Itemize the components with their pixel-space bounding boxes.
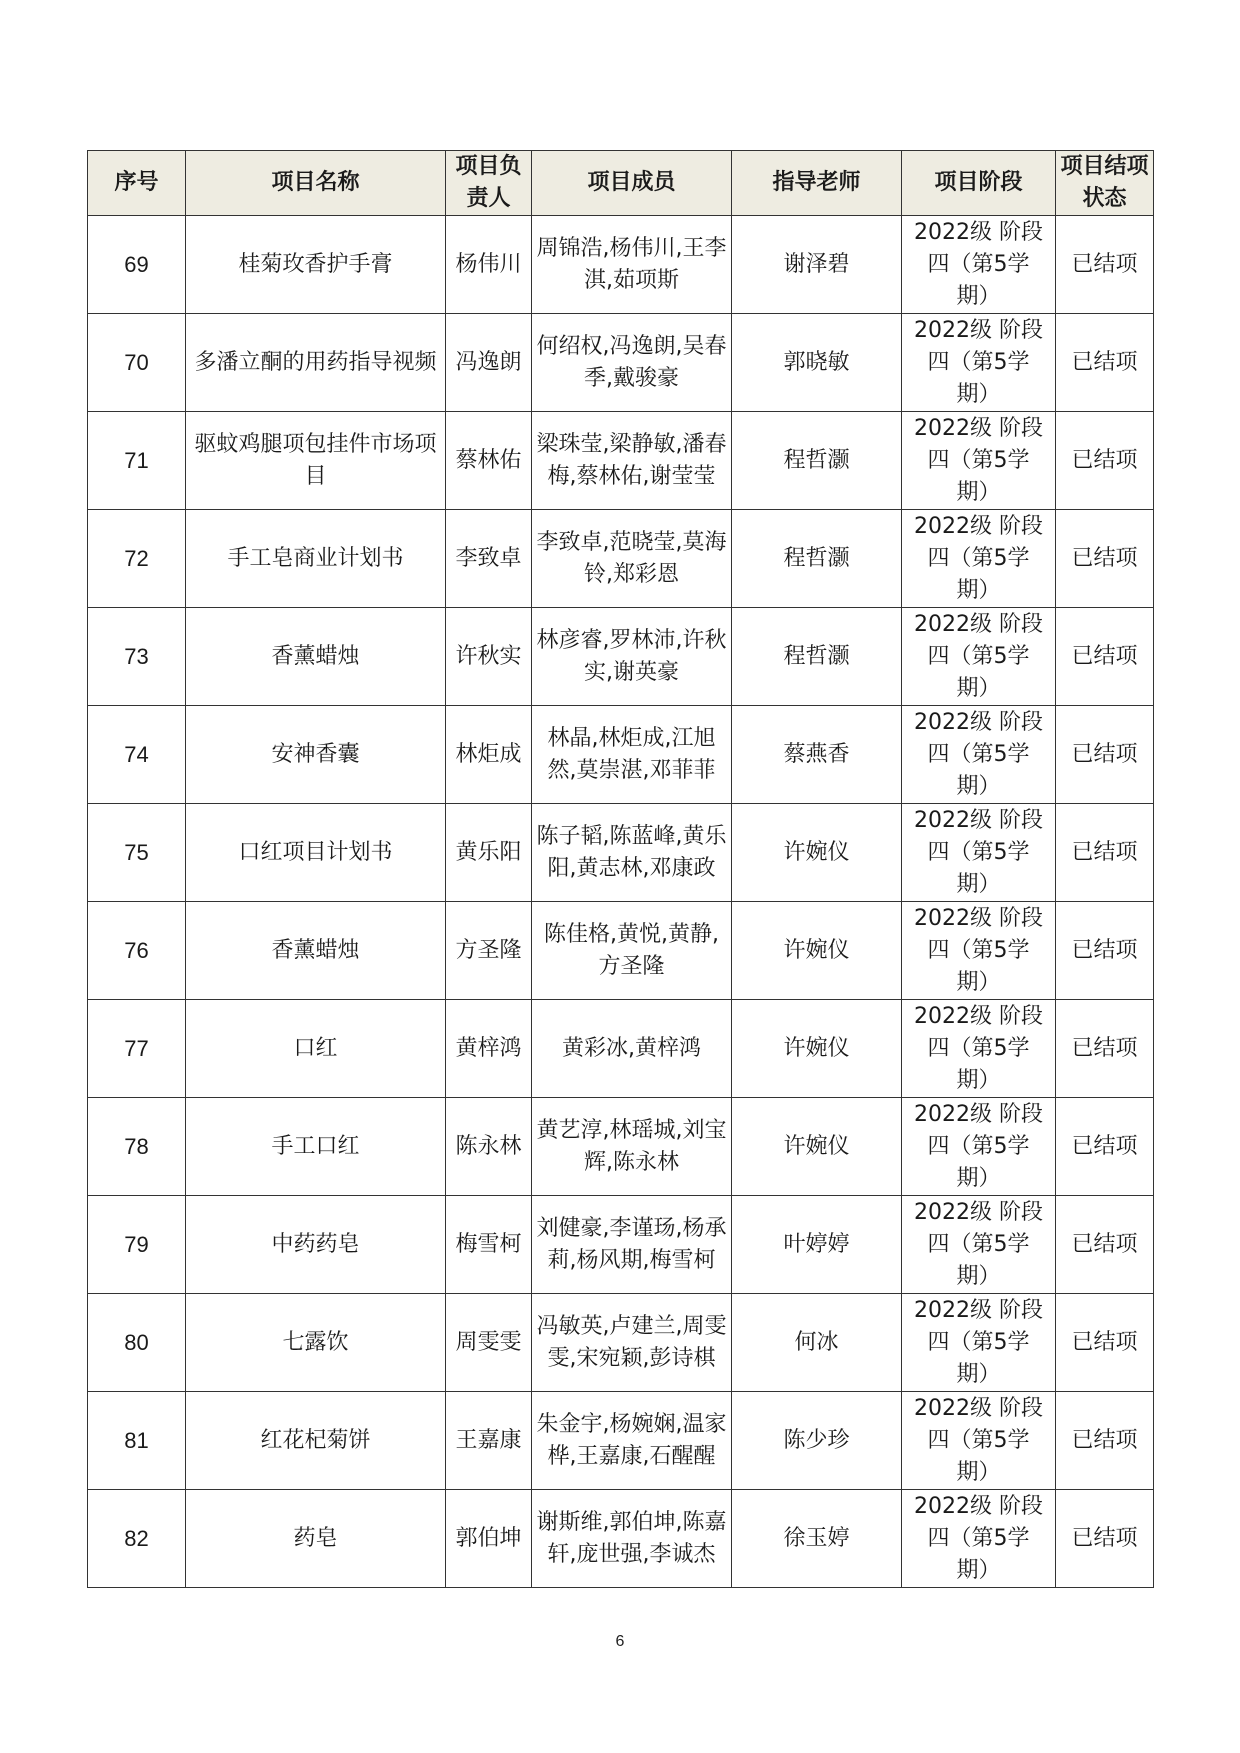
cell-leader: 方圣隆 [446,902,532,1000]
stage-line: 四（第5学 [927,643,1030,669]
cell-index: 81 [88,1392,186,1490]
cell-stage [902,1294,1056,1392]
stage-line: 2022级 阶段 [914,1101,1043,1127]
table-row [88,216,1154,314]
cell-index: 79 [88,1196,186,1294]
stage-line: 2022级 阶段 [914,219,1043,245]
cell-stage [902,216,1056,314]
header-row [88,151,1154,216]
table-row [88,608,1154,706]
stage-line: 2022级 阶段 [914,317,1043,343]
cell-advisor: 谢泽碧 [732,216,902,314]
cell-project-name: 红花杞菊饼 [186,1392,446,1490]
cell-advisor: 程哲灏 [732,608,902,706]
cell-status: 已结项 [1056,1392,1154,1490]
cell-members: 何绍权,冯逸朗,吴春季,戴骏豪 [532,314,732,412]
cell-members: 林晶,林炬成,江旭然,莫崇湛,邓菲菲 [532,706,732,804]
header-status: 项目结项状态 [1056,151,1154,216]
cell-members: 林彦睿,罗林沛,许秋实,谢英豪 [532,608,732,706]
cell-stage [902,1392,1056,1490]
cell-advisor: 许婉仪 [732,1000,902,1098]
cell-index: 69 [88,216,186,314]
cell-stage [902,412,1056,510]
cell-index: 74 [88,706,186,804]
cell-leader: 冯逸朗 [446,314,532,412]
cell-project-name: 香薰蜡烛 [186,608,446,706]
stage-line: 2022级 阶段 [914,513,1043,539]
stage-line: 期） [956,283,1001,309]
cell-status: 已结项 [1056,412,1154,510]
stage-line: 2022级 阶段 [914,1199,1043,1225]
table-row [88,314,1154,412]
cell-leader: 陈永林 [446,1098,532,1196]
cell-members: 冯敏英,卢建兰,周雯雯,宋宛颖,彭诗棋 [532,1294,732,1392]
cell-index: 73 [88,608,186,706]
stage-line: 四（第5学 [927,447,1030,473]
cell-leader: 许秋实 [446,608,532,706]
cell-leader: 李致卓 [446,510,532,608]
cell-index: 70 [88,314,186,412]
cell-leader: 郭伯坤 [446,1490,532,1588]
header-stage: 项目阶段 [902,151,1056,216]
cell-project-name: 手工口红 [186,1098,446,1196]
stage-line: 四（第5学 [927,1035,1030,1061]
cell-status: 已结项 [1056,1000,1154,1098]
table-row [88,510,1154,608]
stage-line: 期） [956,773,1001,799]
stage-line: 四（第5学 [927,741,1030,767]
cell-index: 72 [88,510,186,608]
table-row [88,902,1154,1000]
cell-advisor: 何冰 [732,1294,902,1392]
stage-line: 期） [956,1361,1001,1387]
stage-line: 四（第5学 [927,1133,1030,1159]
cell-leader: 王嘉康 [446,1392,532,1490]
cell-status: 已结项 [1056,706,1154,804]
header-index: 序号 [88,151,186,216]
cell-status: 已结项 [1056,314,1154,412]
cell-members: 陈佳格,黄悦,黄静,方圣隆 [532,902,732,1000]
cell-stage [902,706,1056,804]
cell-members: 黄艺淳,林瑶城,刘宝辉,陈永林 [532,1098,732,1196]
cell-advisor: 蔡燕香 [732,706,902,804]
cell-advisor: 许婉仪 [732,804,902,902]
cell-advisor: 徐玉婷 [732,1490,902,1588]
stage-line: 期） [956,871,1001,897]
stage-line: 期） [956,1459,1001,1485]
cell-status: 已结项 [1056,510,1154,608]
cell-project-name: 口红 [186,1000,446,1098]
cell-status: 已结项 [1056,1196,1154,1294]
cell-members: 周锦浩,杨伟川,王李淇,茹项斯 [532,216,732,314]
cell-members: 黄彩冰,黄梓鸿 [532,1000,732,1098]
cell-index: 82 [88,1490,186,1588]
cell-project-name: 香薰蜡烛 [186,902,446,1000]
stage-line: 期） [956,1165,1001,1191]
cell-advisor: 许婉仪 [732,1098,902,1196]
stage-line: 四（第5学 [927,1231,1030,1257]
cell-advisor: 程哲灏 [732,510,902,608]
cell-leader: 梅雪柯 [446,1196,532,1294]
stage-line: 2022级 阶段 [914,611,1043,637]
table-row [88,1000,1154,1098]
stage-line: 期） [956,381,1001,407]
cell-index: 76 [88,902,186,1000]
stage-line: 期） [956,969,1001,995]
stage-line: 期） [956,1557,1001,1583]
table-row [88,1294,1154,1392]
page-number: 6 [615,1633,625,1650]
header-name: 项目名称 [186,151,446,216]
cell-project-name: 桂菊玫香护手膏 [186,216,446,314]
table-header [88,151,1154,216]
cell-status: 已结项 [1056,1490,1154,1588]
cell-members: 陈子韬,陈蓝峰,黄乐阳,黄志林,邓康政 [532,804,732,902]
table-row [88,1098,1154,1196]
stage-line: 2022级 阶段 [914,1003,1043,1029]
stage-line: 四（第5学 [927,349,1030,375]
table-row [88,1392,1154,1490]
cell-leader: 黄梓鸿 [446,1000,532,1098]
cell-stage [902,902,1056,1000]
cell-members: 李致卓,范晓莹,莫海铃,郑彩恩 [532,510,732,608]
cell-leader: 蔡林佑 [446,412,532,510]
table-row [88,1490,1154,1588]
cell-advisor: 叶婷婷 [732,1196,902,1294]
stage-line: 期） [956,479,1001,505]
stage-line: 2022级 阶段 [914,415,1043,441]
stage-line: 四（第5学 [927,937,1030,963]
cell-leader: 林炬成 [446,706,532,804]
cell-status: 已结项 [1056,216,1154,314]
cell-advisor: 程哲灏 [732,412,902,510]
cell-project-name: 七露饮 [186,1294,446,1392]
cell-stage [902,1098,1056,1196]
cell-members: 谢斯维,郭伯坤,陈嘉轩,庞世强,李诚杰 [532,1490,732,1588]
cell-stage [902,314,1056,412]
stage-line: 2022级 阶段 [914,807,1043,833]
cell-stage [902,1000,1056,1098]
stage-line: 2022级 阶段 [914,1297,1043,1323]
stage-line: 2022级 阶段 [914,1493,1043,1519]
header-members: 项目成员 [532,151,732,216]
cell-project-name: 多潘立酮的用药指导视频 [186,314,446,412]
stage-line: 四（第5学 [927,1329,1030,1355]
table-row [88,706,1154,804]
table-row [88,412,1154,510]
cell-status: 已结项 [1056,804,1154,902]
cell-project-name: 驱蚊鸡腿项包挂件市场项目 [186,412,446,510]
cell-stage [902,510,1056,608]
table-row [88,804,1154,902]
cell-status: 已结项 [1056,1098,1154,1196]
cell-index: 77 [88,1000,186,1098]
cell-project-name: 安神香囊 [186,706,446,804]
cell-stage [902,1490,1056,1588]
cell-leader: 周雯雯 [446,1294,532,1392]
stage-line: 四（第5学 [927,1525,1030,1551]
stage-line: 四（第5学 [927,839,1030,865]
stage-line: 2022级 阶段 [914,709,1043,735]
cell-status: 已结项 [1056,1294,1154,1392]
stage-line: 期） [956,675,1001,701]
project-table [87,150,1154,1588]
cell-stage [902,804,1056,902]
stage-line: 四（第5学 [927,1427,1030,1453]
cell-project-name: 口红项目计划书 [186,804,446,902]
header-leader: 项目负责人 [446,151,532,216]
cell-index: 78 [88,1098,186,1196]
cell-project-name: 手工皂商业计划书 [186,510,446,608]
stage-line: 期） [956,1263,1001,1289]
cell-project-name: 中药药皂 [186,1196,446,1294]
cell-leader: 黄乐阳 [446,804,532,902]
table-body [88,216,1154,1588]
cell-stage [902,1196,1056,1294]
cell-advisor: 陈少珍 [732,1392,902,1490]
cell-members: 梁珠莹,梁静敏,潘春梅,蔡林佑,谢莹莹 [532,412,732,510]
cell-project-name: 药皂 [186,1490,446,1588]
cell-members: 朱金宇,杨婉娴,温家桦,王嘉康,石醒醒 [532,1392,732,1490]
cell-status: 已结项 [1056,608,1154,706]
cell-index: 80 [88,1294,186,1392]
cell-index: 75 [88,804,186,902]
stage-line: 四（第5学 [927,545,1030,571]
stage-line: 2022级 阶段 [914,905,1043,931]
stage-line: 期） [956,577,1001,603]
stage-line: 2022级 阶段 [914,1395,1043,1421]
cell-advisor: 郭晓敏 [732,314,902,412]
cell-leader: 杨伟川 [446,216,532,314]
header-advisor: 指导老师 [732,151,902,216]
cell-status: 已结项 [1056,902,1154,1000]
cell-index: 71 [88,412,186,510]
cell-members: 刘健豪,李谨玚,杨承莉,杨风期,梅雪柯 [532,1196,732,1294]
cell-stage [902,608,1056,706]
table-row [88,1196,1154,1294]
stage-line: 四（第5学 [927,251,1030,277]
cell-advisor: 许婉仪 [732,902,902,1000]
stage-line: 期） [956,1067,1001,1093]
